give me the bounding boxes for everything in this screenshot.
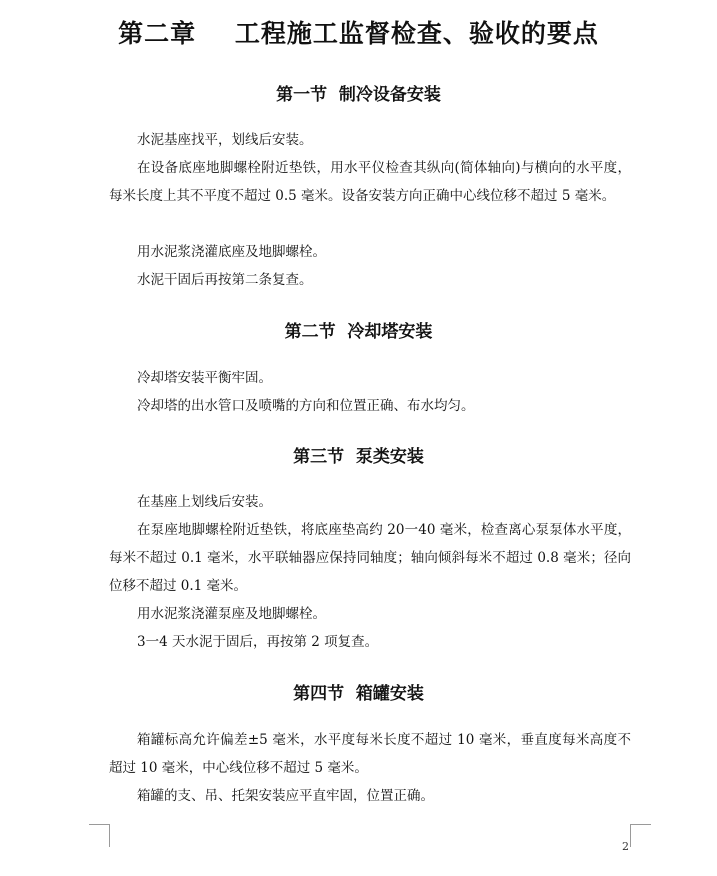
paragraph: 箱罐的支、吊、托架安装应平直牢固，位置正确。 (137, 788, 434, 804)
section-heading-4: 第四节 箱罐安装 (293, 684, 424, 704)
section-heading-3: 第三节 泵类安装 (293, 447, 424, 467)
section-heading-1: 第一节 制冷设备安装 (276, 85, 441, 105)
chapter-title: 第二章 工程施工监督检查、验收的要点 (118, 19, 599, 48)
paragraph: 箱罐标高允许偏差±5 毫米，水平度每米长度不超过 10 毫米，垂直度每米高度不超过 10 毫米，中心线位移不超过 5 毫米。 (109, 732, 631, 776)
section-heading-2: 第二节 冷却塔安装 (284, 322, 433, 342)
margin-marker-right (630, 824, 651, 847)
paragraph: 在泵座地脚螺栓附近垫铁，将底座垫高约 20一40 毫米，检查离心泵泵体水平度，每米不超过 0.1 毫米，水平联轴器应保持同轴度；轴向倾斜每米不超过 0.8 毫米；径向位移不超过 0.1 毫米。 (109, 522, 631, 594)
paragraph: 在设备底座地脚螺栓附近垫铁，用水平仪检查其纵向(简体轴向)与横向的水平度，每米长度上其不平度不超过 0.5 毫米。设备安装方向正确中心线位移不超过 5 毫米。 (109, 160, 631, 204)
paragraph: 冷却塔安装平衡牢固。 (137, 370, 272, 386)
page-number: 2 (622, 840, 629, 853)
margin-marker-left (89, 824, 110, 847)
paragraph: 在基座上划线后安装。 (137, 494, 272, 510)
paragraph: 用水泥浆浇灌泵座及地脚螺栓。 (137, 606, 326, 622)
paragraph: 冷却塔的出水管口及喷嘴的方向和位置正确、布水均匀。 (137, 398, 475, 414)
paragraph: 用水泥浆浇灌底座及地脚螺栓。 (137, 244, 326, 260)
paragraph: 水泥基座找平，划线后安装。 (137, 132, 313, 148)
paragraph: 水泥干固后再按第二条复查。 (137, 272, 313, 288)
paragraph: 3一4 天水泥于固后，再按第 2 项复查。 (137, 634, 379, 650)
